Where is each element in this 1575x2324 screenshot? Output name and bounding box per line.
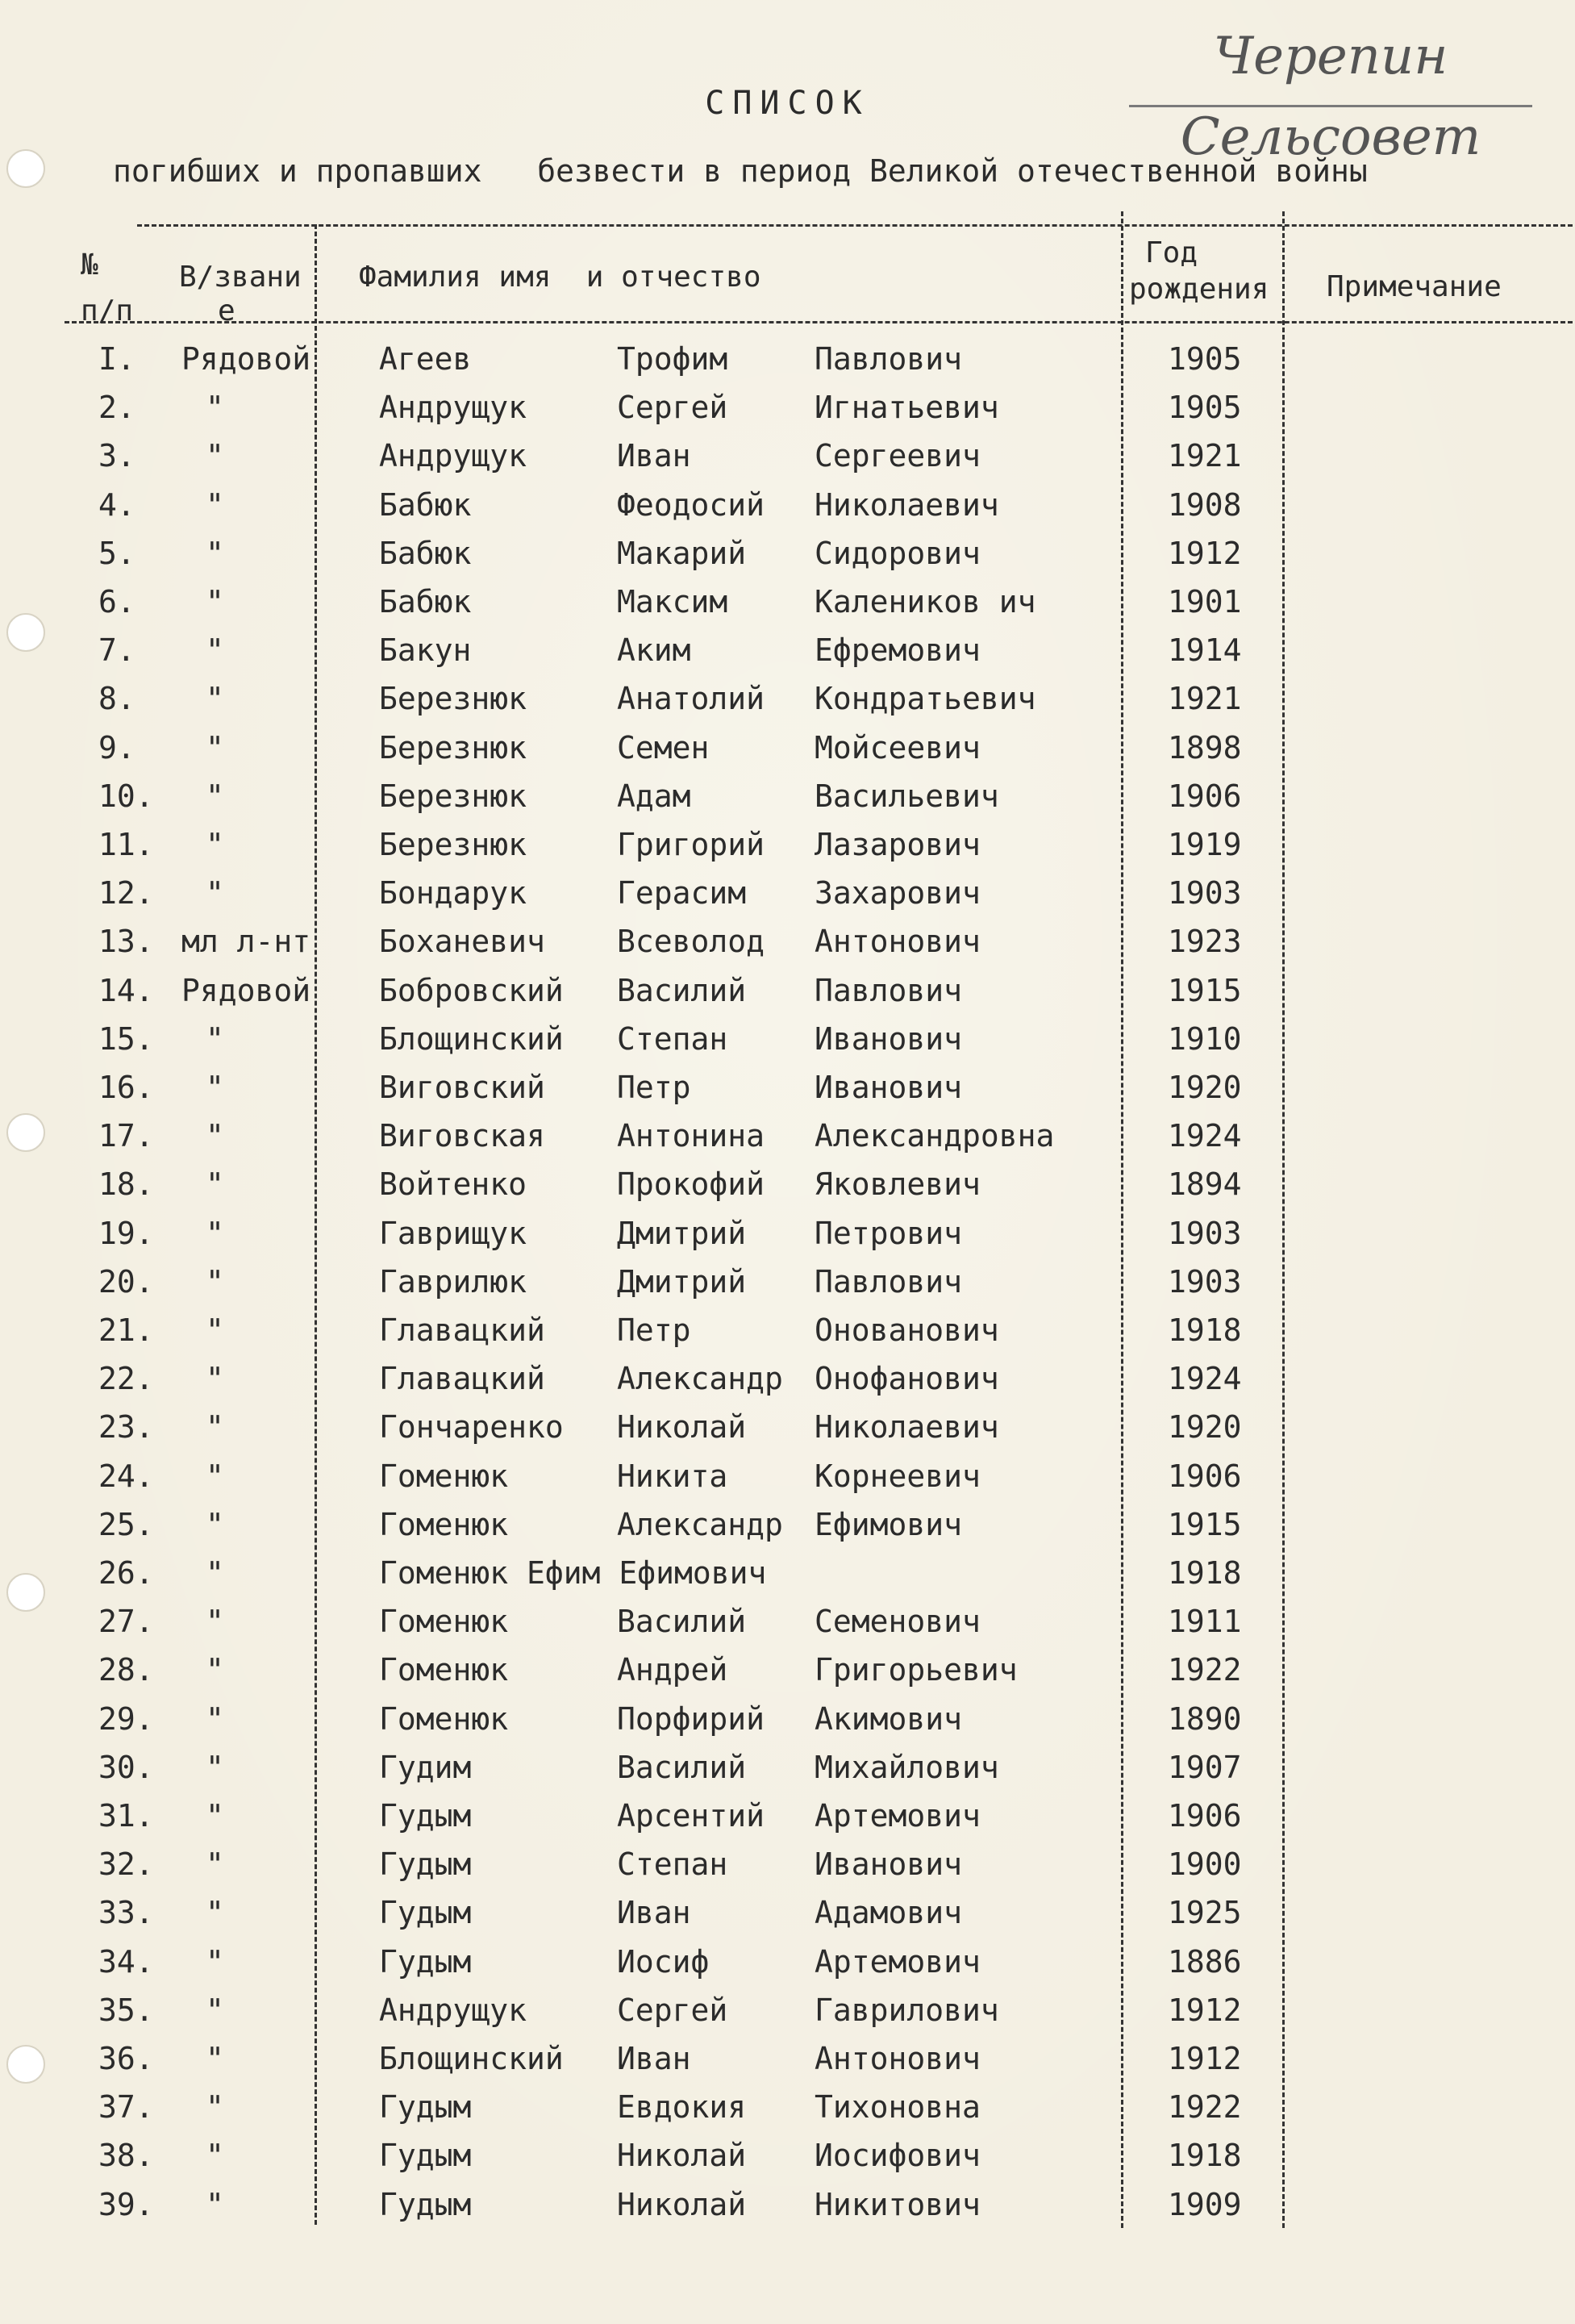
- row-rank: ": [206, 1020, 224, 1057]
- row-number: 15.: [98, 1020, 154, 1057]
- row-rank: ": [206, 729, 224, 766]
- table-row: [0, 626, 1575, 674]
- row-number: 34.: [98, 1943, 154, 1980]
- row-patronymic: Игнатьевич: [815, 390, 999, 426]
- row-patronymic: Семенович: [815, 1604, 981, 1640]
- row-last-name: Гаврищук: [379, 1215, 527, 1251]
- row-number: 10.: [98, 778, 154, 814]
- row-first-name: Макарий: [617, 535, 747, 571]
- row-patronymic: Александровна: [815, 1118, 1055, 1154]
- row-last-name: Блощинский: [379, 2041, 564, 2076]
- row-first-name: Василий: [617, 972, 747, 1008]
- table-row: [0, 1015, 1575, 1063]
- row-first-name: Анатолий: [617, 681, 765, 717]
- table-row: [0, 1063, 1575, 1112]
- row-last-name: Гудым: [379, 1943, 472, 1980]
- row-number: 31.: [98, 1798, 154, 1834]
- row-last-name: Агеев: [379, 341, 472, 377]
- header-rank-line2: е: [218, 294, 235, 328]
- row-patronymic: Николаевич: [815, 1409, 999, 1446]
- table-row: [0, 1597, 1575, 1646]
- row-last-name: Гоменюк: [379, 1506, 509, 1542]
- row-birth-year: 1921: [1168, 438, 1242, 474]
- table-row: [0, 966, 1575, 1015]
- row-number: 13.: [98, 924, 154, 960]
- row-patronymic: Николаевич: [815, 486, 999, 523]
- row-rank: ": [206, 1895, 224, 1931]
- row-patronymic: Петрович: [815, 1215, 963, 1251]
- row-number: 2.: [98, 390, 135, 426]
- header-note: Примечание: [1327, 270, 1502, 303]
- row-last-name: Бондарук: [379, 875, 527, 912]
- row-rank: ": [206, 390, 224, 426]
- table-row: [0, 578, 1575, 626]
- table-row: [0, 1695, 1575, 1743]
- row-rank: ": [206, 486, 224, 523]
- row-first-name: Сергей: [617, 390, 728, 426]
- row-number: 9.: [98, 729, 135, 766]
- table-row: [0, 1354, 1575, 1403]
- row-first-name: Григорий: [617, 827, 765, 862]
- row-number: 23.: [98, 1409, 154, 1446]
- row-birth-year: 1918: [1168, 1555, 1242, 1591]
- row-birth-year: 1918: [1168, 1312, 1242, 1348]
- row-number: 14.: [98, 972, 154, 1008]
- header-num-line1: №: [81, 248, 98, 282]
- row-birth-year: 1915: [1168, 1506, 1242, 1542]
- row-first-name: Василий: [617, 1604, 747, 1640]
- row-number: 21.: [98, 1312, 154, 1348]
- row-patronymic: Павлович: [815, 972, 963, 1008]
- row-number: 7.: [98, 632, 135, 669]
- row-last-name: Гудым: [379, 2186, 472, 2222]
- table-row: [0, 917, 1575, 966]
- table-row: [0, 1452, 1575, 1500]
- row-rank: ": [206, 1749, 224, 1785]
- row-last-name: Бакун: [379, 632, 472, 669]
- row-rank: ": [206, 1166, 224, 1203]
- row-rank: ": [206, 535, 224, 571]
- row-number: 20.: [98, 1263, 154, 1300]
- row-birth-year: 1903: [1168, 1263, 1242, 1300]
- table-row: [0, 1888, 1575, 1937]
- header-year-line2: рождения: [1129, 273, 1269, 306]
- row-rank: ": [206, 875, 224, 912]
- row-number: 30.: [98, 1749, 154, 1785]
- row-rank: ": [206, 1943, 224, 1980]
- row-last-name: Бобровский: [379, 972, 564, 1008]
- row-rank: ": [206, 1992, 224, 2028]
- table-header-rule: [65, 321, 1573, 323]
- row-patronymic: Павлович: [815, 341, 963, 377]
- row-first-name: Антонина: [617, 1118, 765, 1154]
- row-birth-year: 1912: [1168, 1992, 1242, 2028]
- row-patronymic: Лазарович: [815, 827, 981, 862]
- row-birth-year: 1912: [1168, 535, 1242, 571]
- row-rank: ": [206, 1604, 224, 1640]
- row-first-name: Прокофий: [617, 1166, 765, 1203]
- handwritten-note: Черепин Сельсовет: [1129, 16, 1532, 107]
- row-first-name: Семен: [617, 729, 710, 766]
- row-patronymic: Сергеевич: [815, 438, 981, 474]
- row-birth-year: 1922: [1168, 1652, 1242, 1688]
- row-birth-year: 1918: [1168, 2138, 1242, 2174]
- row-first-name: Феодосий: [617, 486, 765, 523]
- row-rank: ": [206, 1118, 224, 1154]
- row-birth-year: 1901: [1168, 584, 1242, 620]
- row-rank: ": [206, 584, 224, 620]
- row-number: 37.: [98, 2089, 154, 2126]
- row-last-name: Гоменюк Ефим Ефимович: [379, 1555, 767, 1591]
- row-birth-year: 1906: [1168, 1458, 1242, 1494]
- row-patronymic: Мойсеевич: [815, 729, 981, 766]
- row-rank: ": [206, 1846, 224, 1883]
- row-number: 32.: [98, 1846, 154, 1883]
- table-row: [0, 2180, 1575, 2229]
- table-row: [0, 383, 1575, 432]
- row-patronymic: Корнеевич: [815, 1458, 981, 1494]
- row-last-name: Гудым: [379, 2138, 472, 2174]
- header-year-line1: Год: [1145, 236, 1198, 269]
- row-last-name: Гудым: [379, 1895, 472, 1931]
- table-row: [0, 1549, 1575, 1597]
- row-patronymic: Адамович: [815, 1895, 963, 1931]
- row-first-name: Иван: [617, 2041, 691, 2076]
- row-birth-year: 1903: [1168, 875, 1242, 912]
- row-number: 22.: [98, 1361, 154, 1397]
- row-birth-year: 1906: [1168, 778, 1242, 814]
- row-last-name: Гончаренко: [379, 1409, 564, 1446]
- row-rank: ": [206, 632, 224, 669]
- row-last-name: Гаврилюк: [379, 1263, 527, 1300]
- row-rank: ": [206, 1652, 224, 1688]
- row-last-name: Виговская: [379, 1118, 545, 1154]
- table-row: [0, 2083, 1575, 2131]
- row-number: 24.: [98, 1458, 154, 1494]
- row-last-name: Главацкий: [379, 1361, 545, 1397]
- row-birth-year: 1903: [1168, 1215, 1242, 1251]
- row-number: 16.: [98, 1070, 154, 1105]
- row-birth-year: 1915: [1168, 972, 1242, 1008]
- row-patronymic: Иванович: [815, 1020, 963, 1057]
- row-number: 28.: [98, 1652, 154, 1688]
- row-first-name: Василий: [617, 1749, 747, 1785]
- table-row: [0, 674, 1575, 723]
- row-patronymic: Ефремович: [815, 632, 981, 669]
- row-first-name: Сергей: [617, 1992, 728, 2028]
- row-number: 39.: [98, 2186, 154, 2222]
- row-birth-year: 1890: [1168, 1700, 1242, 1737]
- row-last-name: Андрущук: [379, 438, 527, 474]
- row-number: 27.: [98, 1604, 154, 1640]
- row-first-name: Герасим: [617, 875, 747, 912]
- table-row: [0, 1112, 1575, 1160]
- row-number: 36.: [98, 2041, 154, 2076]
- row-rank: Рядовой: [181, 972, 311, 1008]
- row-number: 11.: [98, 827, 154, 862]
- row-rank: ": [206, 778, 224, 814]
- table-row: [0, 2034, 1575, 2083]
- row-last-name: Березнюк: [379, 729, 527, 766]
- row-birth-year: 1909: [1168, 2186, 1242, 2222]
- row-last-name: Гудым: [379, 1846, 472, 1883]
- row-last-name: Гудым: [379, 1798, 472, 1834]
- row-last-name: Блощинский: [379, 1020, 564, 1057]
- table-row: [0, 1986, 1575, 2034]
- row-first-name: Трофим: [617, 341, 728, 377]
- table-row: [0, 1743, 1575, 1792]
- row-last-name: Гудим: [379, 1749, 472, 1785]
- row-rank: ": [206, 1798, 224, 1834]
- row-first-name: Андрей: [617, 1652, 728, 1688]
- row-patronymic: Калеников ич: [815, 584, 1036, 620]
- row-last-name: Войтенко: [379, 1166, 527, 1203]
- row-first-name: Степан: [617, 1846, 728, 1883]
- row-birth-year: 1894: [1168, 1166, 1242, 1203]
- table-row: [0, 724, 1575, 772]
- row-rank: ": [206, 1263, 224, 1300]
- row-last-name: Березнюк: [379, 827, 527, 862]
- table-row: [0, 820, 1575, 869]
- table-row: [0, 335, 1575, 383]
- row-patronymic: Захарович: [815, 875, 981, 912]
- row-patronymic: Онованович: [815, 1312, 999, 1348]
- row-number: 29.: [98, 1700, 154, 1737]
- row-number: 17.: [98, 1118, 154, 1154]
- row-birth-year: 1912: [1168, 2041, 1242, 2076]
- table-row: [0, 1840, 1575, 1888]
- row-last-name: Виговский: [379, 1070, 545, 1105]
- row-first-name: Петр: [617, 1070, 691, 1105]
- table-row: [0, 1160, 1575, 1208]
- row-patronymic: Артемович: [815, 1943, 981, 1980]
- row-rank: ": [206, 1458, 224, 1494]
- row-number: 3.: [98, 438, 135, 474]
- row-rank: мл л-нт: [181, 924, 311, 960]
- table-row: [0, 869, 1575, 917]
- table-row: [0, 1792, 1575, 1840]
- table-top-rule: [137, 224, 1573, 227]
- row-last-name: Гоменюк: [379, 1604, 509, 1640]
- row-last-name: Андрущук: [379, 390, 527, 426]
- row-first-name: Николай: [617, 1409, 747, 1446]
- row-number: I.: [98, 341, 135, 377]
- row-birth-year: 1920: [1168, 1070, 1242, 1105]
- row-patronymic: Артемович: [815, 1798, 981, 1834]
- header-num-line2: п/п: [81, 294, 134, 328]
- row-first-name: Дмитрий: [617, 1215, 747, 1251]
- table-row: [0, 2131, 1575, 2180]
- row-patronymic: Михайлович: [815, 1749, 999, 1785]
- row-patronymic: Акимович: [815, 1700, 963, 1737]
- row-rank: ": [206, 1361, 224, 1397]
- row-rank: ": [206, 827, 224, 862]
- row-last-name: Березнюк: [379, 681, 527, 717]
- row-number: 38.: [98, 2138, 154, 2174]
- row-birth-year: 1921: [1168, 681, 1242, 717]
- row-rank: ": [206, 2138, 224, 2174]
- row-rank: ": [206, 1409, 224, 1446]
- row-birth-year: 1924: [1168, 1361, 1242, 1397]
- row-number: 4.: [98, 486, 135, 523]
- row-number: 35.: [98, 1992, 154, 2028]
- row-first-name: Никита: [617, 1458, 728, 1494]
- row-first-name: Иван: [617, 1895, 691, 1931]
- header-name: Фамилия имя и отчество: [359, 261, 761, 294]
- document-subtitle: погибших и пропавших безвести в период Великой отечественной войны: [113, 153, 1368, 189]
- row-number: 12.: [98, 875, 154, 912]
- row-birth-year: 1886: [1168, 1943, 1242, 1980]
- row-birth-year: 1911: [1168, 1604, 1242, 1640]
- row-rank: ": [206, 1312, 224, 1348]
- table-row: [0, 1306, 1575, 1354]
- row-number: 26.: [98, 1555, 154, 1591]
- row-last-name: Гудым: [379, 2089, 472, 2126]
- row-birth-year: 1919: [1168, 827, 1242, 862]
- row-last-name: Главацкий: [379, 1312, 545, 1348]
- row-birth-year: 1910: [1168, 1020, 1242, 1057]
- row-birth-year: 1898: [1168, 729, 1242, 766]
- row-number: 18.: [98, 1166, 154, 1203]
- row-number: 33.: [98, 1895, 154, 1931]
- row-first-name: Евдокия: [617, 2089, 747, 2126]
- row-patronymic: Гаврилович: [815, 1992, 999, 2028]
- row-first-name: Арсентий: [617, 1798, 765, 1834]
- row-last-name: Гоменюк: [379, 1458, 509, 1494]
- row-birth-year: 1914: [1168, 632, 1242, 669]
- row-first-name: Степан: [617, 1020, 728, 1057]
- table-row: [0, 1500, 1575, 1549]
- row-first-name: Петр: [617, 1312, 691, 1348]
- table-row: [0, 481, 1575, 529]
- row-patronymic: Сидорович: [815, 535, 981, 571]
- row-patronymic: Ефимович: [815, 1506, 963, 1542]
- row-last-name: Гоменюк: [379, 1652, 509, 1688]
- row-first-name: Аким: [617, 632, 691, 669]
- row-last-name: Бабюк: [379, 486, 472, 523]
- row-birth-year: 1924: [1168, 1118, 1242, 1154]
- row-last-name: Боханевич: [379, 924, 545, 960]
- row-first-name: Всеволод: [617, 924, 765, 960]
- table-row: [0, 1403, 1575, 1451]
- row-last-name: Гоменюк: [379, 1700, 509, 1737]
- row-birth-year: 1900: [1168, 1846, 1242, 1883]
- row-patronymic: Иванович: [815, 1846, 963, 1883]
- document-title: СПИСОК: [705, 85, 870, 122]
- row-birth-year: 1923: [1168, 924, 1242, 960]
- row-patronymic: Григорьевич: [815, 1652, 1018, 1688]
- row-birth-year: 1907: [1168, 1749, 1242, 1785]
- row-first-name: Александр: [617, 1361, 783, 1397]
- row-rank: ": [206, 1070, 224, 1105]
- table-row: [0, 1258, 1575, 1306]
- row-number: 25.: [98, 1506, 154, 1542]
- row-rank: Рядовой: [181, 341, 311, 377]
- table-row: [0, 1209, 1575, 1258]
- row-rank: ": [206, 2089, 224, 2126]
- row-rank: ": [206, 681, 224, 717]
- row-first-name: Иосиф: [617, 1943, 710, 1980]
- table-row: [0, 529, 1575, 578]
- row-first-name: Иван: [617, 438, 691, 474]
- row-birth-year: 1905: [1168, 341, 1242, 377]
- header-rank-line1: В/звани: [179, 261, 302, 294]
- table-row: [0, 1938, 1575, 1986]
- row-first-name: Николай: [617, 2138, 747, 2174]
- row-patronymic: Васильевич: [815, 778, 999, 814]
- row-patronymic: Антонович: [815, 924, 981, 960]
- row-rank: ": [206, 1555, 224, 1591]
- row-patronymic: Павлович: [815, 1263, 963, 1300]
- row-patronymic: Иванович: [815, 1070, 963, 1105]
- row-rank: ": [206, 438, 224, 474]
- row-first-name: Порфирий: [617, 1700, 765, 1737]
- table-row: [0, 1646, 1575, 1694]
- row-first-name: Николай: [617, 2186, 747, 2222]
- row-first-name: Дмитрий: [617, 1263, 747, 1300]
- row-last-name: Березнюк: [379, 778, 527, 814]
- row-number: 6.: [98, 584, 135, 620]
- row-birth-year: 1905: [1168, 390, 1242, 426]
- row-birth-year: 1908: [1168, 486, 1242, 523]
- row-number: 5.: [98, 535, 135, 571]
- row-patronymic: Онофанович: [815, 1361, 999, 1397]
- row-number: 19.: [98, 1215, 154, 1251]
- row-birth-year: 1906: [1168, 1798, 1242, 1834]
- row-last-name: Андрущук: [379, 1992, 527, 2028]
- table-row: [0, 772, 1575, 820]
- row-last-name: Бабюк: [379, 535, 472, 571]
- row-patronymic: Иосифович: [815, 2138, 981, 2174]
- row-birth-year: 1920: [1168, 1409, 1242, 1446]
- row-birth-year: 1925: [1168, 1895, 1242, 1931]
- row-patronymic: Антонович: [815, 2041, 981, 2076]
- row-rank: ": [206, 1215, 224, 1251]
- row-first-name: Александр: [617, 1506, 783, 1542]
- row-rank: ": [206, 2041, 224, 2076]
- row-rank: ": [206, 1506, 224, 1542]
- row-patronymic: Кондратьевич: [815, 681, 1036, 717]
- row-birth-year: 1922: [1168, 2089, 1242, 2126]
- row-patronymic: Яковлевич: [815, 1166, 981, 1203]
- punch-hole: [6, 149, 45, 188]
- row-first-name: Максим: [617, 584, 728, 620]
- table-row: [0, 432, 1575, 480]
- row-number: 8.: [98, 681, 135, 717]
- row-last-name: Бабюк: [379, 584, 472, 620]
- row-rank: ": [206, 1700, 224, 1737]
- row-first-name: Адам: [617, 778, 691, 814]
- row-patronymic: Никитович: [815, 2186, 981, 2222]
- row-patronymic: Тихоновна: [815, 2089, 981, 2126]
- row-rank: ": [206, 2186, 224, 2222]
